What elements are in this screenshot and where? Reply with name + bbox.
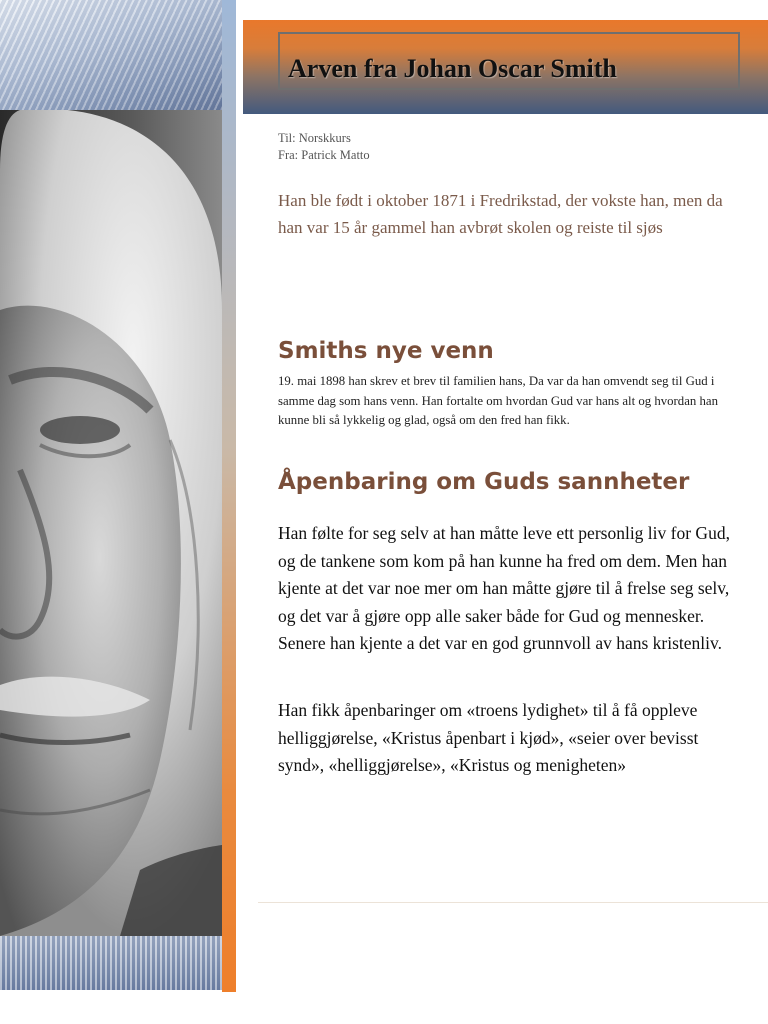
memo-header — [278, 130, 748, 164]
intro-paragraph: Han ble født i oktober 1871 i Fredrikstad, der vokste han, men da han var 15 år gammel han avbrøt skolen og reiste til sjøs — [278, 191, 723, 237]
paragraph-apenbaring-1: Han følte for seg selv at han måtte leve ett personlig liv for Gud, og de tankene som kom på han kunne ha fred om dem. Men han kjente at det var noe mer om han måtte gjøre til å frelse seg selv, og det var å gjøre opp alle saker både for Gud og mennesker. Senere han kjente a det var en god grunnvoll av hans kristenliv. — [278, 523, 730, 653]
memo-to-line: Til: Norskkurs — [278, 131, 351, 145]
heading-smiths-nye-venn: Smiths nye venn — [278, 338, 494, 364]
portrait-photo-column — [0, 0, 222, 990]
footer-divider — [258, 902, 768, 903]
paragraph-smiths-nye-venn: 19. mai 1898 han skrev et brev til familien hans, Da var da han omvendt seg til Gud i samme dag som hans venn. Han fortalte om hvordan Gud var hans alt og hvordan han kunne bli så lykkelig og glad, også om den fred han fikk. — [278, 374, 718, 427]
title-banner — [243, 20, 768, 114]
document-title: Arven fra Johan Oscar Smith — [288, 54, 617, 83]
snow-landscape-image-bottom — [0, 936, 222, 990]
portrait-photo — [0, 110, 222, 936]
paragraph-apenbaring-2: Han fikk åpenbaringer om «troens lydighet» til å få oppleve helliggjørelse, «Kristus åpenbart i kjød», «seier over bevisst synd», «helliggjørelse», «Kristus og menigheten» — [278, 700, 699, 775]
heading-apenbaring: Åpenbaring om Guds sannheter — [278, 469, 690, 495]
decorative-gradient-stripe — [222, 0, 236, 992]
memo-from-line: Fra: Patrick Matto — [278, 148, 370, 162]
snow-landscape-image-top — [0, 0, 222, 110]
